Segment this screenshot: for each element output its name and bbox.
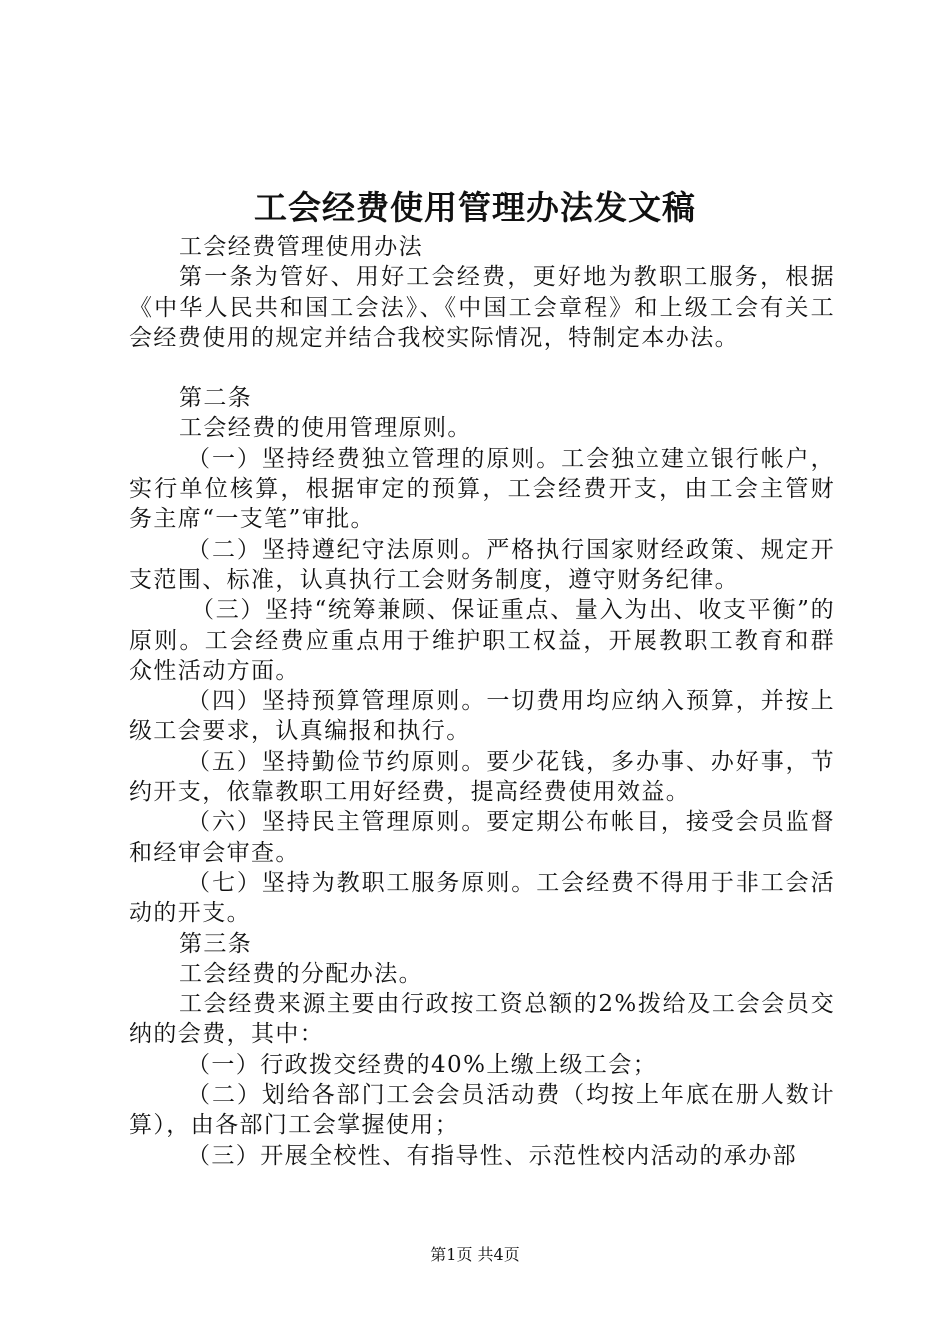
paragraph-allocation-3: （三）开展全校性、有指导性、示范性校内活动的承办部	[187, 1142, 797, 1169]
paragraph-principle-5: （五）坚持勤俭节约原则。要少花钱，多办事、办好事，节约开支，依靠教职工用好经费，提高经费使用效益。	[129, 748, 835, 806]
paragraph-funding-source: 工会经费来源主要由行政按工资总额的2%拨给及工会会员交纳的会费，其中：	[129, 991, 835, 1048]
paragraph-gap	[129, 353, 835, 383]
paragraph-principle-1: （一）坚持经费独立管理的原则。工会独立建立银行帐户，实行单位核算，根据审定的预算，工会经费开支，由工会主管财务主席“一支笔”审批。	[129, 445, 835, 533]
paragraph-article-3-topic: 工会经费的分配办法。	[179, 960, 423, 987]
document-title: 工会经费使用管理办法发文稿	[254, 188, 696, 227]
paragraph-article-3-heading: 第三条	[179, 930, 253, 957]
document-body	[129, 232, 835, 1171]
page-number-footer: 第1页 共4页	[430, 1245, 520, 1264]
paragraph-article-2-topic: 工会经费的使用管理原则。	[179, 415, 472, 442]
paragraph-article-1: 第一条为管好、用好工会经费，更好地为教职工服务，根据《中华人民共和国工会法》、《中国工会章程》和上级工会有关工会经费使用的规定并结合我校实际情况，特制定本办法。	[129, 264, 835, 351]
paragraph-principle-4: （四）坚持预算管理原则。一切费用均应纳入预算，并按上级工会要求，认真编报和执行。	[129, 688, 835, 745]
paragraph-principle-3: （三）坚持“统筹兼顾、保证重点、量入为出、收支平衡”的原则。工会经费应重点用于维护职工权益，开展教职工教育和群众性活动方面。	[129, 597, 835, 684]
paragraph-subtitle: 工会经费管理使用办法	[179, 234, 423, 260]
paragraph-principle-6: （六）坚持民主管理原则。要定期公布帐目，接受会员监督和经审会审查。	[129, 809, 835, 866]
paragraph-principle-7: （七）坚持为教职工服务原则。工会经费不得用于非工会活动的开支。	[129, 869, 835, 927]
paragraph-article-2-heading: 第二条	[179, 385, 253, 412]
paragraph-principle-2: （二）坚持遵纪守法原则。严格执行国家财经政策、规定开支范围、标准，认真执行工会财务制度，遵守财务纪律。	[129, 536, 835, 593]
paragraph-allocation-1: （一）行政拨交经费的40%上缴上级工会；	[187, 1051, 658, 1078]
paragraph-allocation-2: （二）划给各部门工会会员活动费（均按上年底在册人数计算），由各部门工会掌握使用；	[129, 1082, 835, 1139]
